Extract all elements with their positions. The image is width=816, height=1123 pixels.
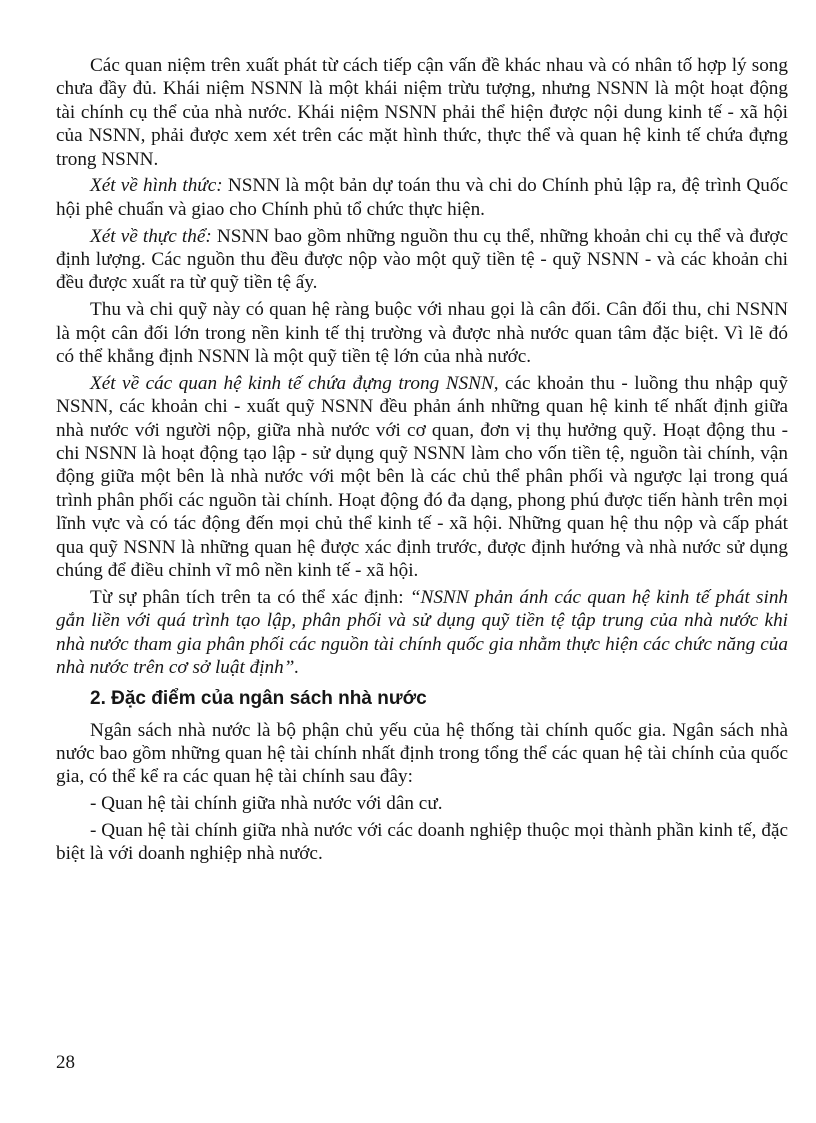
economic-relations-text: , các khoản thu - luồng thu nhập quỹ NSNN, các khoản chi - xuất quỹ NSNN đều phản ánh những quan hệ kinh tế nhất định giữa nhà nước với người nộp, giữa nhà nước với cơ quan, đơn vị thụ hưởng quỹ. Hoạt động thu - chi NSNN là hoạt động tạo lập - sử dụng quỹ NSNN làm cho vốn tiền tệ, nguồn tài chính, vận động giữa một bên là nhà nước với một bên là các chủ thể phân phối và ngược lại trong quá trình phân phối các nguồn tài chính. Hoạt động đó đa dạng, phong phú được tiến hành trên mọi lĩnh vực và có tác động đến mọi chủ thể kinh tế - xã hội. Những quan hệ thu nộp và cấp phát qua quỹ NSNN là những quan hệ được xác định trước, được định hướng và nhà nước sử dụng chúng để điều chỉnh vĩ mô nền kinh tế - xã hội. xyxy=(56,372,788,582)
entity-aspect-text: NSNN bao gồm những nguồn thu cụ thể, những khoản chi cụ thể và được định lượng. Các nguồn thu đều được nộp vào một quỹ tiền tệ - quỹ NSNN - và các khoản chi đều được xuất ra từ quỹ tiền tệ ấy. xyxy=(56,225,788,294)
book-page xyxy=(56,54,788,869)
list-item-population: - Quan hệ tài chính giữa nhà nước với dân cư. xyxy=(90,793,443,815)
paragraph-definition xyxy=(56,586,788,680)
form-aspect-text: NSNN là một bản dự toán thu và chi do Chính phủ lập ra, đệ trình Quốc hội phê chuẩn và giao cho Chính phủ tổ chức thực hiện. xyxy=(56,175,788,220)
list-item-enterprises: - Quan hệ tài chính giữa nhà nước với các doanh nghiệp thuộc mọi thành phần kinh tế, đặc biệt là với doanh nghiệp nhà nước. xyxy=(56,819,788,865)
page-number: 28 xyxy=(56,1052,75,1073)
section-heading: 2. Đặc điểm của ngân sách nhà nước xyxy=(90,687,427,709)
paragraph-characteristics: Ngân sách nhà nước là bộ phận chủ yếu của hệ thống tài chính quốc gia. Ngân sách nhà nước bao gồm những quan hệ tài chính nhất định trong tổng thể các quan hệ tài chính của quốc gia, có thể kể ra các quan hệ tài chính sau đây: xyxy=(56,719,788,788)
paragraph-balance: Thu và chi quỹ này có quan hệ ràng buộc với nhau gọi là cân đối. Cân đối thu, chi NSNN là một cân đối lớn trong nền kinh tế thị trường và được nhà nước quan tâm đặc biệt. Vì lẽ đó có thể khẳng định NSNN là một quỹ tiền tệ lớn của nhà nước. xyxy=(56,299,788,368)
form-aspect-lead: Xét về hình thức: xyxy=(90,175,223,197)
definition-quote: “NSNN phản ánh các quan hệ kinh tế phát sinh gắn liền với quá trình tạo lập, phân phối và sử dụng quỹ tiền tệ tập trung của nhà nước khi nhà nước tham gia phân phối các nguồn tài chính quốc gia nhằm thực hiện các chức năng của nhà nước trên cơ sở luật định”. xyxy=(56,586,789,679)
economic-relations-lead: Xét về các quan hệ kinh tế chứa đựng trong NSNN xyxy=(90,372,494,394)
paragraph-entity-aspect xyxy=(56,225,788,295)
definition-intro: Từ sự phân tích trên ta có thể xác định: xyxy=(90,586,410,608)
paragraph-concept-nsnn: Các quan niệm trên xuất phát từ cách tiếp cận vấn đề khác nhau và có nhân tố hợp lý song chưa đầy đủ. Khái niệm NSNN là một khái niệm trừu tượng, nhưng NSNN là một hoạt động tài chính cụ thể của nhà nước. Khái niệm NSNN phải thể hiện được nội dung kinh tế - xã hội của NSNN, phải được xem xét trên các mặt hình thức, thực thể và quan hệ kinh tế chứa đựng trong NSNN. xyxy=(56,55,788,170)
entity-aspect-lead: Xét về thực thể: xyxy=(90,225,212,247)
paragraph-form-aspect xyxy=(56,174,788,221)
paragraph-economic-relations xyxy=(56,372,788,583)
